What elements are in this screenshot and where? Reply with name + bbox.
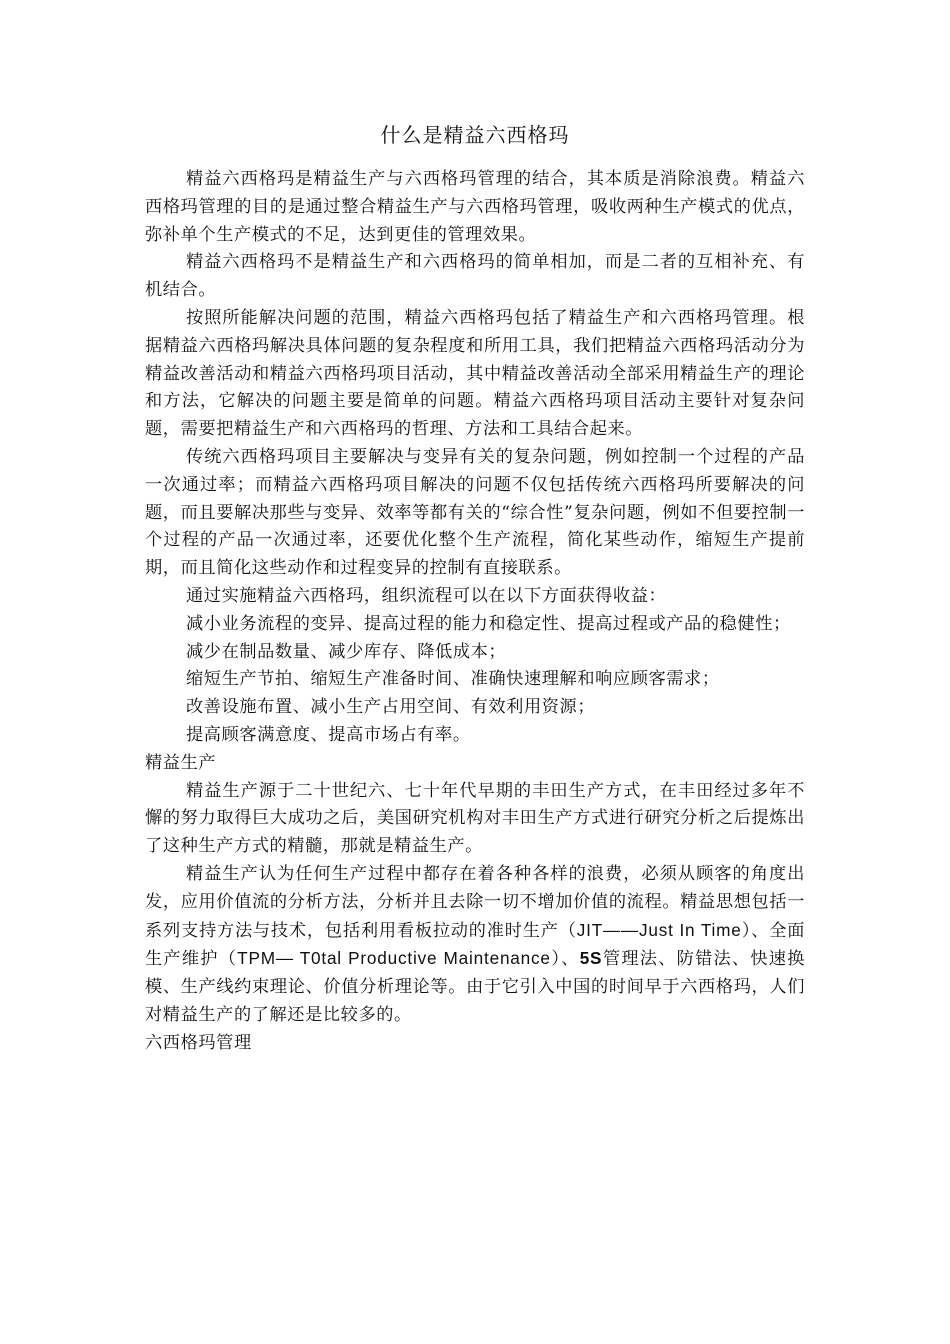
paragraph-lean-methods (145, 861, 805, 1030)
paragraph-lean-origin: 精益生产源于二十世纪六、七十年代早期的丰田生产方式，在丰田经过多年不懈的努力取得巨大成功之后，美国研究机构对丰田生产方式进行研究分析之后提炼出了这种生产方式的精髓，那就是精益生产。 (145, 780, 805, 857)
five-s-term: 5S (579, 948, 603, 969)
tpm-term: TPM— T0tal Productive Maintenance (237, 948, 551, 969)
benefit-item-5: 提高顾客满意度、提高市场占有率。 (186, 724, 471, 745)
paragraph-not-simple-sum: 精益六西格玛不是精益生产和六西格玛的简单相加，而是二者的互相补充、有机结合。 (145, 252, 805, 301)
section-heading-six-sigma: 六西格玛管理 (145, 1032, 252, 1053)
paragraph-traditional-vs-lean: 传统六西格玛项目主要解决与变异有关的复杂问题，例如控制一个过程的产品一次通过率；而精益六西格玛项目解决的问题不仅包括传统六西格玛所要解决的问题，而且要解决那些与变异、效率等都有关的“综合性”复杂问题，例如不但要控制一个过程的产品一次通过率，还要优化整个生产流程，简化某些动作，缩短生产提前期，而且简化这些动作和过程变异的控制有直接联系。 (145, 446, 805, 579)
section-heading-lean-production: 精益生产 (145, 752, 217, 773)
lean-methods-text-c: ）、 (550, 949, 580, 970)
paragraph-definition: 精益六西格玛是精益生产与六西格玛管理的结合，其本质是消除浪费。精益六西格玛管理的目的是通过整合精益生产与六西格玛管理，吸收两种生产模式的优点，弥补单个生产模式的不足，达到更佳的管理效果。 (145, 169, 805, 245)
paragraph-benefits-intro: 通过实施精益六西格玛，组织流程可以在以下方面获得收益： (186, 585, 667, 606)
benefit-item-2: 减少在制品数量、减少库存、降低成本； (186, 641, 507, 662)
benefit-item-1: 减小业务流程的变异、提高过程的能力和稳定性、提高过程或产品的稳健性； (186, 613, 791, 634)
document-title: 什么是精益六西格玛 (380, 123, 570, 147)
lean-methods-text-a: 精益生产认为任何生产过程中都存在着各种各样的浪费，必须从顾客的角度出发，应用价值流的分析方法，分析并且去除一切不增加价值的流程。精益思想包括一系列支持方法与技术，包括利用看板拉动的准时生产（ (145, 863, 805, 941)
lean-methods-text-d: 管理法、防错法、快速换模、生产线约束理论、价值分析理论等。由于它引入中国的时间早于六西格玛，人们对精益生产的了解还是比较多的。 (145, 949, 805, 1025)
benefit-item-3: 缩短生产节拍、缩短生产准备时间、准确快速理解和响应顾客需求； (186, 669, 720, 690)
benefit-item-4: 改善设施布置、减小生产占用空间、有效利用资源； (186, 697, 596, 718)
document-body (145, 166, 805, 1058)
lean-methods-text-b: ）、全面生产维护（ (145, 920, 805, 970)
paragraph-scope: 按照所能解决问题的范围，精益六西格玛包括了精益生产和六西格玛管理。根据精益六西格玛解决具体问题的复杂程度和所用工具，我们把精益六西格玛活动分为精益改善活动和精益六西格玛项目活动，其中精益改善活动全部采用精益生产的理论和方法，它解决的问题主要是简单的问题。精益六西格玛项目活动主要针对复杂问题，需要把精益生产和六西格玛的哲理、方法和工具结合起来。 (145, 307, 805, 440)
jit-term: JIT——Just In Time (576, 919, 742, 940)
